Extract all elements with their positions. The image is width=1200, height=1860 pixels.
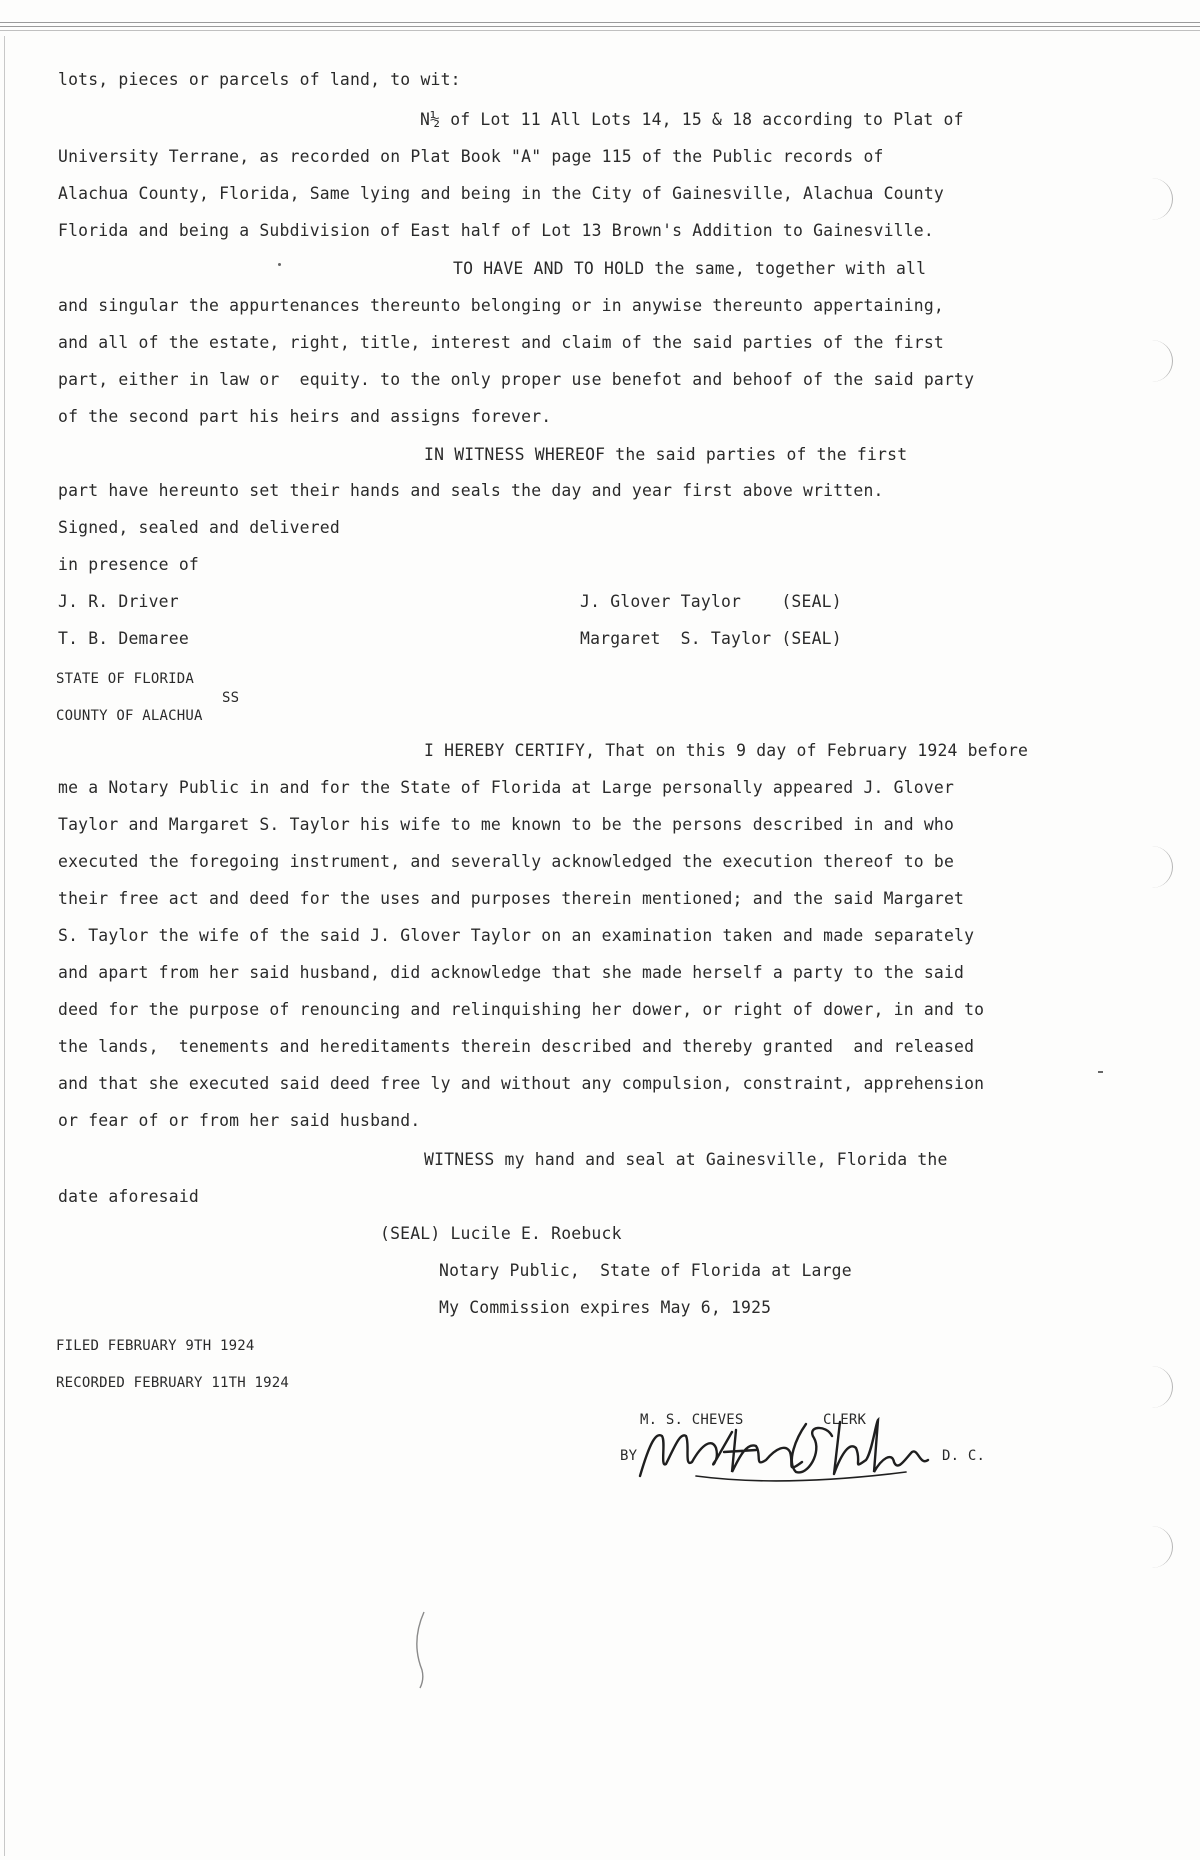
certificate-line: their free act and deed for the uses and purposes therein mentioned; and the said Margaret [58, 889, 965, 908]
deed-line: lots, pieces or parcels of land, to wit: [58, 70, 461, 89]
deed-line: part, either in law or equity. to the only proper use benefot and behoof of the said party [58, 370, 975, 389]
notary-title: Notary Public, State of Florida at Large [439, 1261, 852, 1280]
binder-hole-icon [1150, 178, 1173, 220]
stray-dot [278, 263, 281, 266]
top-rule-line [0, 22, 1200, 23]
clerk-title: CLERK [823, 1412, 867, 1428]
deed-line: and all of the estate, right, title, interest and claim of the said parties of the first [58, 333, 944, 352]
deed-line: N½ of Lot 11 All Lots 14, 15 & 18 according to Plat of [420, 110, 964, 129]
binder-hole-icon [1150, 340, 1173, 382]
deed-line: and singular the appurtenances thereunto belonging or in anywise thereunto appertaining, [58, 296, 944, 315]
stray-dot [1098, 1071, 1103, 1073]
deed-line: Alachua County, Florida, Same lying and being in the City of Gainesville, Alachua County [58, 184, 944, 203]
deed-line: University Terrane, as recorded on Plat Book "A" page 115 of the Public records of [58, 147, 884, 166]
certificate-line: I HEREBY CERTIFY, That on this 9 day of February 1924 before [424, 741, 1029, 760]
by-label: BY [620, 1448, 638, 1464]
left-page-edge [4, 36, 5, 1856]
venue-state: STATE OF FLORIDA [56, 671, 195, 687]
certificate-line: and apart from her said husband, did acknowledge that she made herself a party to the said [58, 963, 965, 982]
deed-line: Florida and being a Subdivision of East half of Lot 13 Brown's Addition to Gainesville. [58, 221, 934, 240]
grantor-signature: Margaret S. Taylor (SEAL) [580, 629, 842, 648]
certificate-line: or fear of or from her said husband. [58, 1111, 421, 1130]
binder-hole-icon [1150, 1366, 1173, 1408]
top-rule-line [0, 30, 1200, 31]
certificate-line: Taylor and Margaret S. Taylor his wife to me known to be the persons described in and who [58, 815, 955, 834]
top-rule-line [0, 26, 1200, 27]
deed-line: Signed, sealed and delivered [58, 518, 340, 537]
grantor-signature: J. Glover Taylor (SEAL) [580, 592, 842, 611]
deed-line: in presence of [58, 555, 199, 574]
certificate-line: me a Notary Public in and for the State of Florida at Large personally appeared J. Glover [58, 778, 955, 797]
certificate-line: deed for the purpose of renouncing and relinquishing her dower, or right of dower, in and to [58, 1000, 985, 1019]
notary-signature: (SEAL) Lucile E. Roebuck [380, 1224, 622, 1243]
notary-commission: My Commission expires May 6, 1925 [439, 1298, 772, 1317]
venue-ss: SS [222, 690, 240, 706]
stray-pen-mark [412, 1610, 432, 1694]
witness-name: J. R. Driver [58, 592, 179, 611]
venue-county: COUNTY OF ALACHUA [56, 708, 203, 724]
handwritten-signature-icon [636, 1402, 936, 1492]
certificate-line: WITNESS my hand and seal at Gainesville, Florida the [424, 1150, 948, 1169]
certificate-line: and that she executed said deed free ly and without any compulsion, constraint, apprehension [58, 1074, 985, 1093]
deed-line: part have hereunto set their hands and seals the day and year first above written. [58, 481, 884, 500]
certificate-line: the lands, tenements and hereditaments therein described and thereby granted and released [58, 1037, 975, 1056]
deed-line: of the second part his heirs and assigns forever. [58, 407, 552, 426]
clerk-name: M. S. CHEVES [640, 1412, 744, 1428]
certificate-line: executed the foregoing instrument, and severally acknowledged the execution thereof to be [58, 852, 955, 871]
certificate-line: S. Taylor the wife of the said J. Glover Taylor on an examination taken and made separately [58, 926, 975, 945]
witness-name: T. B. Demaree [58, 629, 189, 648]
deed-line: IN WITNESS WHEREOF the said parties of the first [424, 445, 908, 464]
binder-hole-icon [1150, 846, 1173, 888]
certificate-line: date aforesaid [58, 1187, 199, 1206]
binder-hole-icon [1150, 1526, 1173, 1568]
deed-line: TO HAVE AND TO HOLD the same, together with all [453, 259, 927, 278]
deputy-clerk-label: D. C. [942, 1448, 986, 1464]
recorded-date: RECORDED FEBRUARY 11TH 1924 [56, 1375, 289, 1391]
filed-date: FILED FEBRUARY 9TH 1924 [56, 1338, 255, 1354]
